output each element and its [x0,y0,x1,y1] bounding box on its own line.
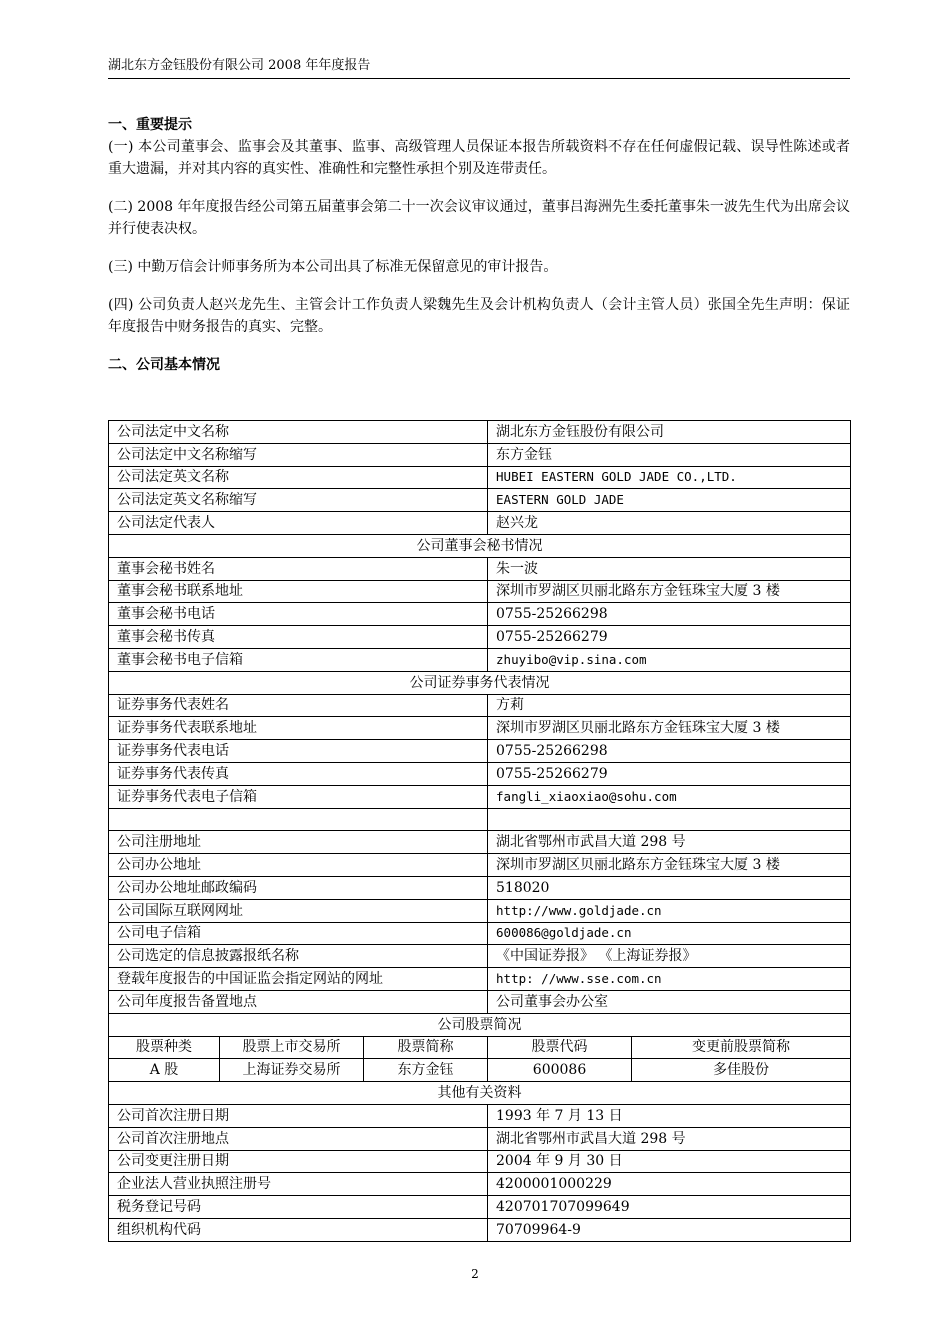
row-value: 70709964-9 [488,1218,851,1241]
table-row [109,1196,851,1219]
securities-heading: 公司证券事务代表情况 [109,671,851,694]
row-value: 420701707099649 [488,1196,851,1219]
stock-cell: 东方金钰 [364,1059,488,1082]
table-row [109,694,851,717]
row-value: 0755-25266298 [488,603,851,626]
table-row [109,945,851,968]
stock-column-header: 股票代码 [488,1036,632,1059]
page-header: 湖北东方金钰股份有限公司 2008 年年度报告 [108,58,371,73]
row-label: 证券事务代表电话 [109,740,488,763]
row-label: 董事会秘书电子信箱 [109,648,488,671]
row-label: 公司办公地址 [109,854,488,877]
row-label: 公司国际互联网网址 [109,899,488,922]
row-label: 证券事务代表传真 [109,762,488,785]
row-value: 公司董事会办公室 [488,990,851,1013]
row-label: 证券事务代表姓名 [109,694,488,717]
company-info-table [108,420,851,1242]
table-row [109,854,851,877]
table-row [109,421,851,444]
table-subheading-row [109,671,851,694]
stock-cell: 上海证券交易所 [220,1059,364,1082]
table-row [109,648,851,671]
row-value: 《中国证券报》 《上海证券报》 [488,945,851,968]
row-value: 深圳市罗湖区贝丽北路东方金钰珠宝大厦 3 楼 [488,580,851,603]
row-value: 赵兴龙 [488,512,851,535]
row-value: 朱一波 [488,557,851,580]
stock-heading: 公司股票简况 [109,1013,851,1036]
table-row [109,1104,851,1127]
table-row [109,1150,851,1173]
row-label: 董事会秘书姓名 [109,557,488,580]
row-label: 公司年度报告备置地点 [109,990,488,1013]
row-value: http: //www.sse.com.cn [488,968,851,991]
row-label: 公司法定代表人 [109,512,488,535]
stock-cell: A 股 [109,1059,220,1082]
header-rule [108,78,850,79]
table-row [109,717,851,740]
table-row [109,762,851,785]
table-row [109,740,851,763]
stock-column-header: 股票上市交易所 [220,1036,364,1059]
row-value: 4200001000229 [488,1173,851,1196]
row-label: 公司注册地址 [109,831,488,854]
stock-cell: 600086 [488,1059,632,1082]
section-heading-important: 一、重要提示 [108,117,192,133]
table-subheading-row [109,534,851,557]
table-row [109,1173,851,1196]
section-heading-basic: 二、公司基本情况 [108,357,220,373]
row-value: 湖北东方金钰股份有限公司 [488,421,851,444]
table-row [109,557,851,580]
other-heading: 其他有关资料 [109,1082,851,1105]
row-value: 1993 年 7 月 13 日 [488,1104,851,1127]
row-label: 公司法定中文名称缩写 [109,443,488,466]
table-row [109,466,851,489]
row-value: 600086@goldjade.cn [488,922,851,945]
table-row [109,603,851,626]
row-value: 深圳市罗湖区贝丽北路东方金钰珠宝大厦 3 楼 [488,854,851,877]
row-value: 深圳市罗湖区贝丽北路东方金钰珠宝大厦 3 楼 [488,717,851,740]
stock-data-row [109,1059,851,1082]
table-row [109,831,851,854]
row-value: 518020 [488,876,851,899]
row-value: HUBEI EASTERN GOLD JADE CO.,LTD. [488,466,851,489]
page-number: 2 [471,1267,479,1281]
table-row [109,489,851,512]
row-value: fangli_xiaoxiao@sohu.com [488,785,851,808]
table-row [109,512,851,535]
row-value: 2004 年 9 月 30 日 [488,1150,851,1173]
row-value: 湖北省鄂州市武昌大道 298 号 [488,1127,851,1150]
row-label: 公司法定中文名称 [109,421,488,444]
table-row [109,876,851,899]
row-label: 公司选定的信息披露报纸名称 [109,945,488,968]
notice-paragraph-1: (一) 本公司董事会、监事会及其董事、监事、高级管理人员保证本报告所载资料不存在任何虚假记载、误导性陈述或者重大遗漏，并对其内容的真实性、准确性和完整性承担个别及连带责任。 [108,139,850,177]
stock-cell: 多佳股份 [632,1059,851,1082]
table-row [109,443,851,466]
table-row [109,580,851,603]
row-value: http://www.goldjade.cn [488,899,851,922]
row-value: 0755-25266279 [488,762,851,785]
table-subheading-row [109,1082,851,1105]
row-label: 证券事务代表联系地址 [109,717,488,740]
row-label: 证券事务代表电子信箱 [109,785,488,808]
row-label: 税务登记号码 [109,1196,488,1219]
row-label: 企业法人营业执照注册号 [109,1173,488,1196]
row-label: 公司首次注册地点 [109,1127,488,1150]
row-value: 方莉 [488,694,851,717]
table-row [109,922,851,945]
stock-header-row [109,1036,851,1059]
row-label: 公司办公地址邮政编码 [109,876,488,899]
secretary-heading: 公司董事会秘书情况 [109,534,851,557]
row-value: 东方金钰 [488,443,851,466]
row-value: zhuyibo@vip.sina.com [488,648,851,671]
row-label: 公司变更注册日期 [109,1150,488,1173]
table-row [109,785,851,808]
row-value: EASTERN GOLD JADE [488,489,851,512]
table-row [109,1127,851,1150]
stock-column-header: 股票简称 [364,1036,488,1059]
stock-column-header: 变更前股票简称 [632,1036,851,1059]
row-label: 公司法定英文名称 [109,466,488,489]
table-row [109,990,851,1013]
table-row [109,626,851,649]
blank-cell [109,808,488,831]
row-label: 董事会秘书电话 [109,603,488,626]
row-label: 公司法定英文名称缩写 [109,489,488,512]
notice-paragraph-4: (四) 公司负责人赵兴龙先生、主管会计工作负责人梁魏先生及会计机构负责人（会计主管人员）张国全先生声明：保证年度报告中财务报告的真实、完整。 [108,297,850,335]
row-value: 0755-25266279 [488,626,851,649]
row-label: 登载年度报告的中国证监会指定网站的网址 [109,968,488,991]
row-label: 公司首次注册日期 [109,1104,488,1127]
row-label: 组织机构代码 [109,1218,488,1241]
table-row [109,899,851,922]
table-row [109,1218,851,1241]
row-label: 董事会秘书联系地址 [109,580,488,603]
notice-paragraph-3: (三) 中勤万信会计师事务所为本公司出具了标准无保留意见的审计报告。 [108,259,558,275]
blank-cell [488,808,851,831]
row-value: 湖北省鄂州市武昌大道 298 号 [488,831,851,854]
important-notice-section [108,114,850,376]
row-value: 0755-25266298 [488,740,851,763]
table-subheading-row [109,1013,851,1036]
notice-paragraph-2: (二) 2008 年年度报告经公司第五届董事会第二十一次会议审议通过，董事吕海洲先生委托董事朱一波先生代为出席会议并行使表决权。 [108,199,850,237]
blank-row [109,808,851,831]
row-label: 公司电子信箱 [109,922,488,945]
table-row [109,968,851,991]
row-label: 董事会秘书传真 [109,626,488,649]
stock-column-header: 股票种类 [109,1036,220,1059]
